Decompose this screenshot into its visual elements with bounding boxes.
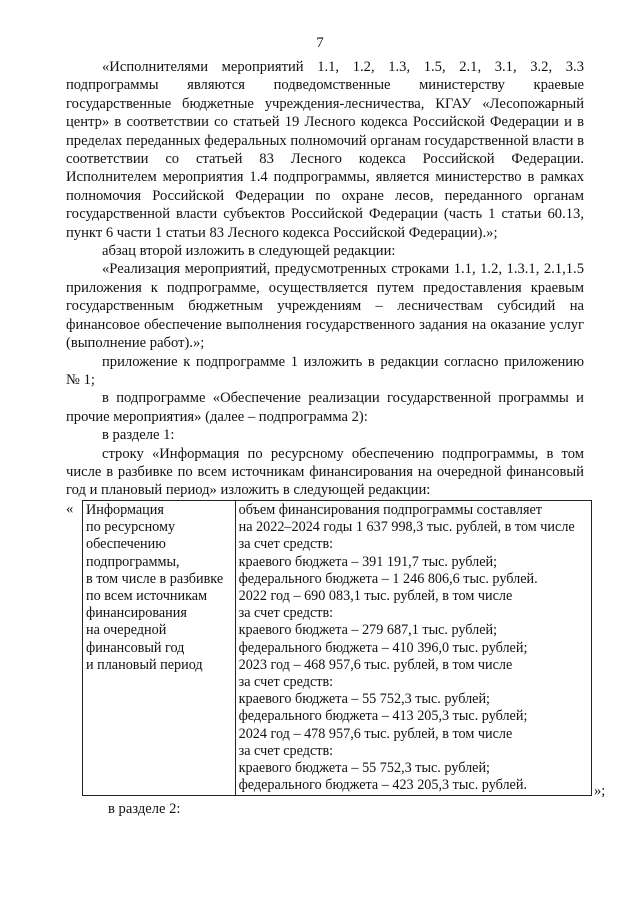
value-line: федерального бюджета – 1 246 806,6 тыс. рублей. — [238, 570, 538, 587]
value-line: за счет средств: — [238, 536, 334, 553]
table-row — [83, 501, 592, 796]
label-line: финансирования — [86, 605, 187, 622]
value-line: краевого бюджета – 279 687,1 тыс. рублей; — [238, 622, 498, 639]
label-line: подпрограммы, — [86, 553, 180, 570]
value-line: за счет средств: — [238, 605, 334, 622]
paragraph-abzac: абзац второй изложить в следующей редакции: — [102, 243, 396, 260]
funding-table — [82, 500, 592, 796]
page-number: 7 — [316, 35, 324, 51]
table-label-cell — [83, 501, 236, 796]
quote-close: »; — [594, 783, 606, 799]
label-line: Информация — [86, 502, 164, 518]
paragraph-appendix: приложение к подпрограмме 1 изложить в редакции согласно приложению № 1; — [66, 353, 584, 388]
paragraph-executors: «Исполнителями мероприятий 1.1, 1.2, 1.3, 1.5, 2.1, 3.1, 3.2, 3.3 подпрограммы являются подведомственные министерству краевые государственные бюджетные учреждения-лесничества, КГАУ «Лесопожарный центр» в соответствии со статьей 19 Лесного кодекса Российской Федерации и в пределах переданных федеральных полномочий органам государственной власти в соответствии со статьей 83 Лесного кодекса Российской Федерации. Исполнителем мероприятия 1.4 подпрограммы, является министерство в рамках полномочия Российской Федерации по охране лесов, переданного органам государственной власти субъектов Российской Федерации (часть 1 статьи 60.13, пункт 6 части 1 статьи 83 Лесного кодекса Российской Федерации).»; — [66, 59, 584, 241]
document-body — [66, 58, 584, 500]
label-line: финансовый год — [86, 639, 185, 656]
paragraph-section-1: в разделе 1: — [102, 427, 175, 444]
paragraph-section-2: в разделе 2: — [108, 801, 181, 817]
value-line: федерального бюджета – 413 205,3 тыс. рублей; — [238, 708, 528, 725]
paragraph-subprogram-2: в подпрограмме «Обеспечение реализации государственной программы и прочие мероприятия» (далее – подпрограмма 2): — [66, 390, 584, 425]
value-line: за счет средств: — [238, 674, 334, 691]
label-line: и плановый период — [86, 656, 203, 673]
paragraph-realization: «Реализация мероприятий, предусмотренных строками 1.1, 1.2, 1.3.1, 2.1,1.5 приложения к подпрограмме, осуществляется путем предоставления краевым государственным бюджетным учреждениям – лесничествам субсидий на финансовое обеспечение выполнения государственного задания на оказание услуг (выполнение работ).»; — [66, 261, 584, 352]
value-line: 2022 год – 690 083,1 тыс. рублей, в том числе — [238, 588, 513, 605]
value-line: 2023 год – 468 957,6 тыс. рублей, в том числе — [238, 656, 513, 673]
value-line: краевого бюджета – 391 191,7 тыс. рублей; — [238, 553, 498, 570]
value-line: объем финансирования подпрограммы составляет — [238, 502, 542, 518]
value-line: 2024 год – 478 957,6 тыс. рублей, в том числе — [238, 725, 513, 742]
label-line: по ресурсному — [86, 519, 176, 536]
label-line: по всем источникам — [86, 588, 208, 605]
value-line: федерального бюджета – 410 396,0 тыс. рублей; — [238, 639, 528, 656]
table-value-cell — [235, 501, 591, 796]
value-line: краевого бюджета – 55 752,3 тыс. рублей; — [238, 691, 490, 708]
value-line: федерального бюджета – 423 205,3 тыс. рублей. — [238, 777, 527, 794]
value-line: за счет средств: — [238, 742, 334, 759]
label-line: в том числе в разбивке — [86, 570, 224, 587]
label-line: обеспечению — [86, 536, 166, 553]
paragraph-row-info: строку «Информация по ресурсному обеспечению подпрограммы, в том числе в разбивке по всем источникам финансирования на очередной финансовый год и плановый период» изложить в следующей редакции: — [66, 445, 584, 499]
label-line: на очередной — [86, 622, 167, 639]
value-line: краевого бюджета – 55 752,3 тыс. рублей; — [238, 760, 490, 777]
value-line: на 2022–2024 годы 1 637 998,3 тыс. рублей, в том числе — [238, 519, 575, 536]
quote-open: « — [66, 501, 74, 517]
